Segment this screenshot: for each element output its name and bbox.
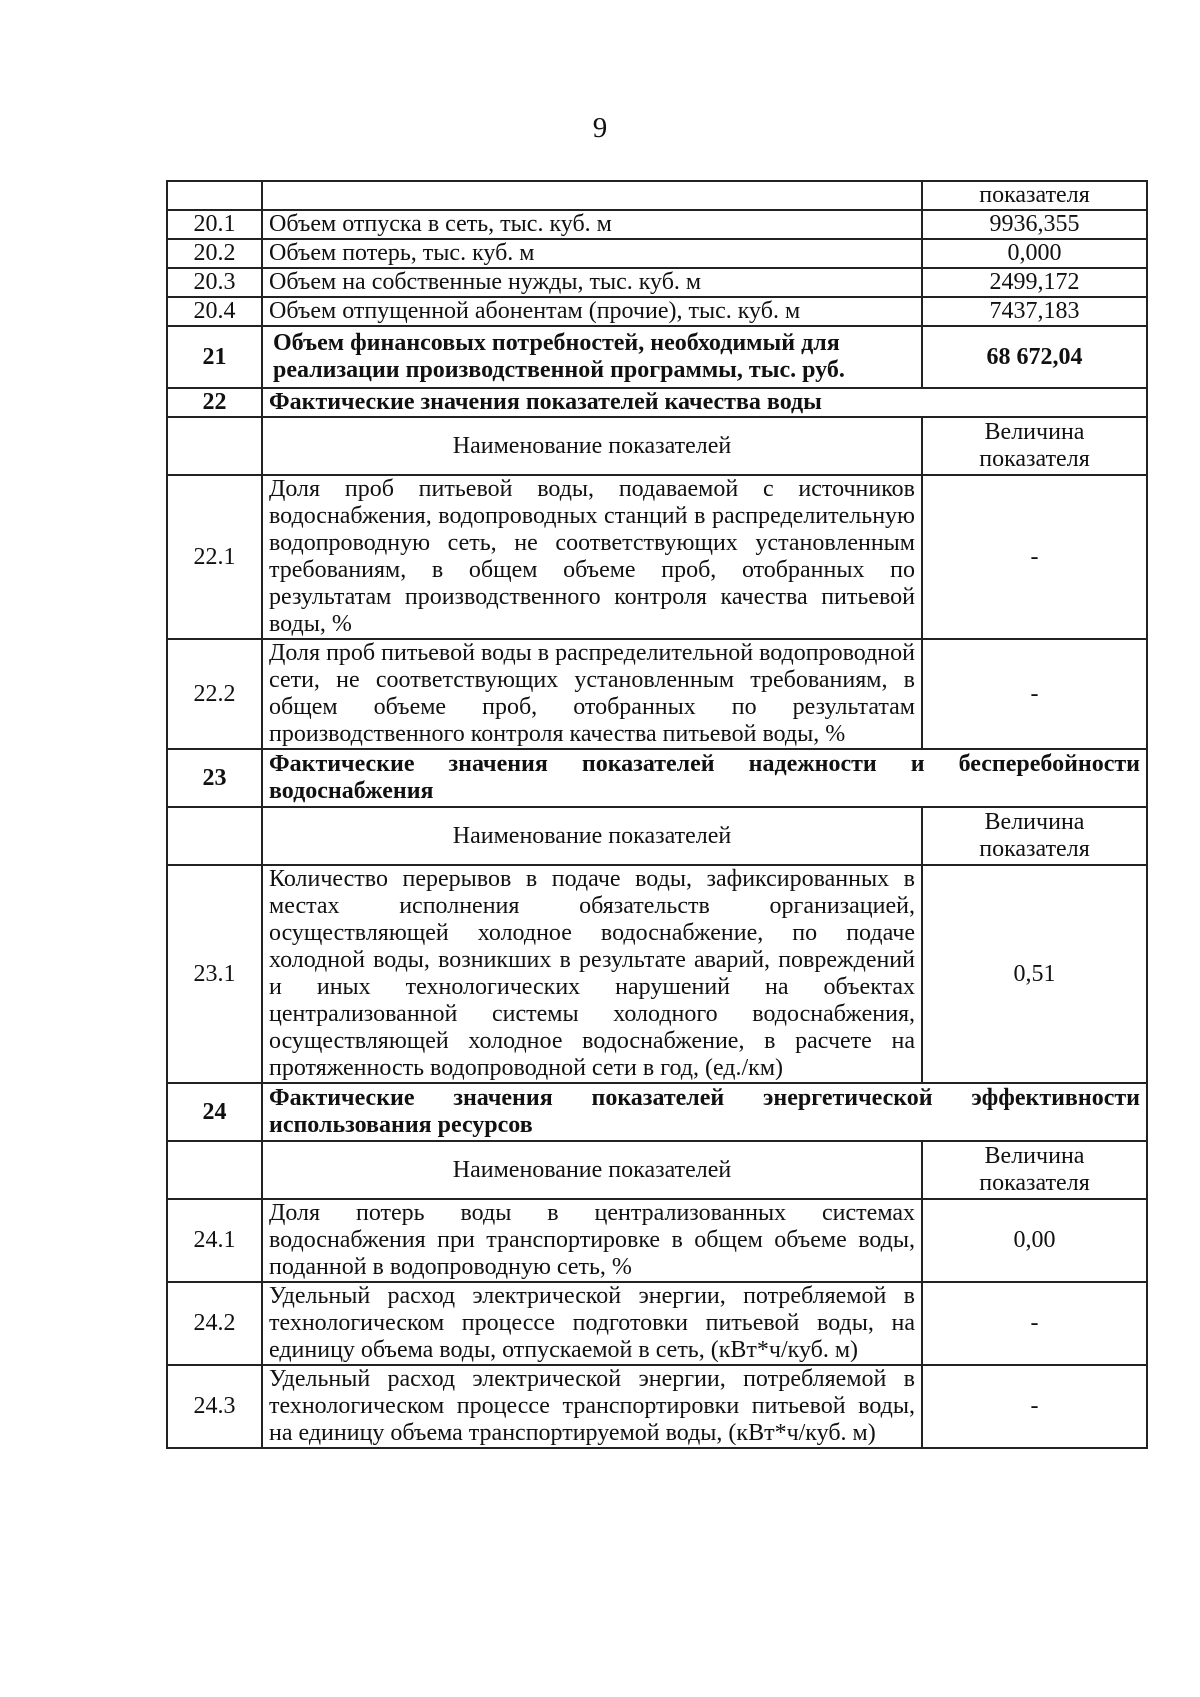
table-row [167,1282,1147,1365]
row-number: 21 [167,326,262,388]
row-value: 9936,355 [922,210,1147,239]
column-header-name: Наименование показателей [262,807,922,865]
column-header-name: Наименование показателей [262,1141,922,1199]
table-cell [167,417,262,475]
column-header-value: Величина показателя [922,807,1147,865]
row-value: 2499,172 [922,268,1147,297]
row-value: 0,51 [922,865,1147,1083]
table-row [167,1199,1147,1282]
section-header-row [167,388,1147,417]
section-number: 24 [167,1083,262,1141]
column-header-value: Величина показателя [922,1141,1147,1199]
table-row [167,639,1147,749]
row-value: - [922,639,1147,749]
section-number: 22 [167,388,262,417]
table-row [167,475,1147,639]
row-number: 23.1 [167,865,262,1083]
row-value: - [922,1282,1147,1365]
table-row [167,181,1147,210]
column-header-name: Наименование показателей [262,417,922,475]
column-header-row [167,1141,1147,1199]
page-number: 9 [592,112,608,144]
table-row [167,297,1147,326]
row-label: Объем отпущенной абонентам (прочие), тыс. куб. м [262,297,922,326]
row-number: 20.2 [167,239,262,268]
row-label: Доля проб питьевой воды, подаваемой с источников водоснабжения, водопроводных станций в распределительную водопроводную сеть, не соответствующих установленным требованиям, в общем объеме проб, отобранных по результатам производственного контроля качества питьевой воды, % [262,475,922,639]
row-label: Удельный расход электрической энергии, потребляемой в технологическом процессе подготовки питьевой воды, на единицу объема воды, отпускаемой в сеть, (кВт*ч/куб. м) [262,1282,922,1365]
row-label: Доля проб питьевой воды в распределительной водопроводной сети, не соответствующих установленным требованиям, в общем объеме проб, отобранных по результатам производственного контроля качества питьевой воды, % [262,639,922,749]
row-value: 0,000 [922,239,1147,268]
section-header-row [167,749,1147,807]
row-number: 24.1 [167,1199,262,1282]
row-number: 20.3 [167,268,262,297]
row-label: Доля потерь воды в централизованных системах водоснабжения при транспортировке в общем объеме воды, поданной в водопроводную сеть, % [262,1199,922,1282]
table-cell [262,181,922,210]
section-title: Фактические значения показателей качества воды [262,388,1147,417]
section-number: 23 [167,749,262,807]
table-cell [167,1141,262,1199]
row-value: 0,00 [922,1199,1147,1282]
section-header-row [167,1083,1147,1141]
row-value: - [922,1365,1147,1448]
row-label: Объем отпуска в сеть, тыс. куб. м [262,210,922,239]
row-number: 22.2 [167,639,262,749]
row-number: 20.1 [167,210,262,239]
row-value: 68 672,04 [922,326,1147,388]
row-number: 20.4 [167,297,262,326]
table-cell [167,181,262,210]
row-label: Объем финансовых потребностей, необходимый для реализации производственной программы, тыс. руб. [262,326,922,388]
table-row [167,239,1147,268]
row-number: 24.3 [167,1365,262,1448]
row-number: 22.1 [167,475,262,639]
row-label: Объем потерь, тыс. куб. м [262,239,922,268]
table-row [167,1365,1147,1448]
table-row [167,210,1147,239]
column-header-cell: показателя [922,181,1147,210]
row-label: Удельный расход электрической энергии, потребляемой в технологическом процессе транспортировки питьевой воды, на единицу объема транспортируемой воды, (кВт*ч/куб. м) [262,1365,922,1448]
table-row [167,865,1147,1083]
row-value: 7437,183 [922,297,1147,326]
row-label: Количество перерывов в подаче воды, зафиксированных в местах исполнения обязательств организацией, осуществляющей холодное водоснабжение, по подаче холодной воды, возникших в результате аварий, повреждений и иных технологических нарушений на объектах централизованной системы холодного водоснабжения, осуществляющей холодное водоснабжение, в расчете на протяженность водопроводной сети в год, (ед./км) [262,865,922,1083]
column-header-row [167,417,1147,475]
column-header-value: Величина показателя [922,417,1147,475]
table-row [167,268,1147,297]
row-value: - [922,475,1147,639]
section-title: Фактические значения показателей надежности и бесперебойности водоснабжения [262,749,1147,807]
table-cell [167,807,262,865]
section-title: Фактические значения показателей энергетической эффективности использования ресурсов [262,1083,1147,1141]
indicators-table [166,180,1148,1449]
row-number: 24.2 [167,1282,262,1365]
row-label: Объем на собственные нужды, тыс. куб. м [262,268,922,297]
table-row [167,326,1147,388]
column-header-row [167,807,1147,865]
